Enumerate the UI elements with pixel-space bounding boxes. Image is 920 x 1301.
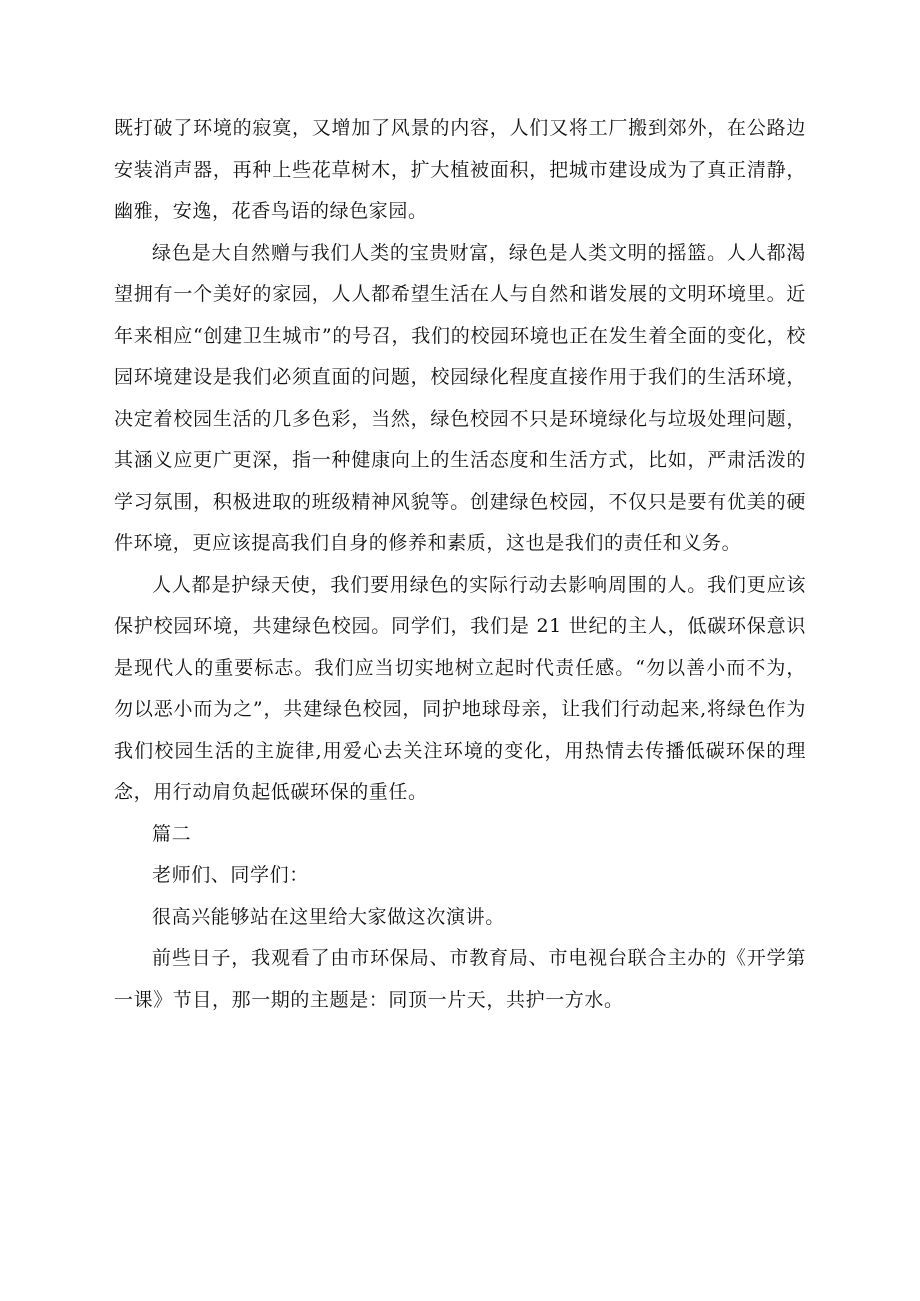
opening-line: 很高兴能够站在这里给大家做这次演讲。 [152,905,505,928]
body-paragraph-green-campus: 绿色是大自然赠与我们人类的宝贵财富，绿色是人类文明的摇篮。人人都渴望拥有一个美好的家园，人人都希望生活在人与自然和谐发展的文明环境里。近年来相应“创建卫生城市”的号召，我们的校园环境也正在发生着全面的变化，校园环境建设是我们必须直面的问题，校园绿化程度直接作用于我们的生活环境，决定着校园生活的几多色彩，当然，绿色校园不只是环境绿化与垃圾处理问题，其涵义应更广更深，指一种健康向上的生活态度和生活方式，比如，严肃活泼的学习氛围，积极进取的班级精神风貌等。创建绿色校园，不仅只是要有优美的硬件环境，更应该提高我们自身的修养和素质，这也是我们的责任和义务。 [114,241,806,554]
salutation: 老师们、同学们： [152,864,309,886]
body-paragraph-first-lesson: 前些日子，我观看了由市环保局、市教育局、市电视台联合主办的《开学第一课》节目，那一期的主题是：同顶一片天，共护一方水。 [114,947,806,1011]
body-paragraph-protect-environment: 人人都是护绿天使，我们要用绿色的实际行动去影响周围的人。我们更应该保护校园环境，共建绿色校园。同学们，我们是 21 世纪的主人，低碳环保意识是现代人的重要标志。我们应当切实地树立起时代责任感。“勿以善小而不为，勿以恶小而为之”，共建绿色校园，同护地球母亲，让我们行动起来,将绿色作为我们校园生活的主旋律,用爱心去关注环境的变化，用热情去传播低碳环保的理念，用行动肩负起低碳环保的重任。 [114,573,806,803]
section-heading-part-two: 篇二 [152,822,192,845]
body-paragraph-continuation: 既打破了环境的寂寞，又增加了风景的内容，人们又将工厂搬到郊外，在公路边安装消声器，再种上些花草树木，扩大植被面积，把城市建设成为了真正清静，幽雅，安逸，花香鸟语的绿色家园。 [114,117,806,222]
